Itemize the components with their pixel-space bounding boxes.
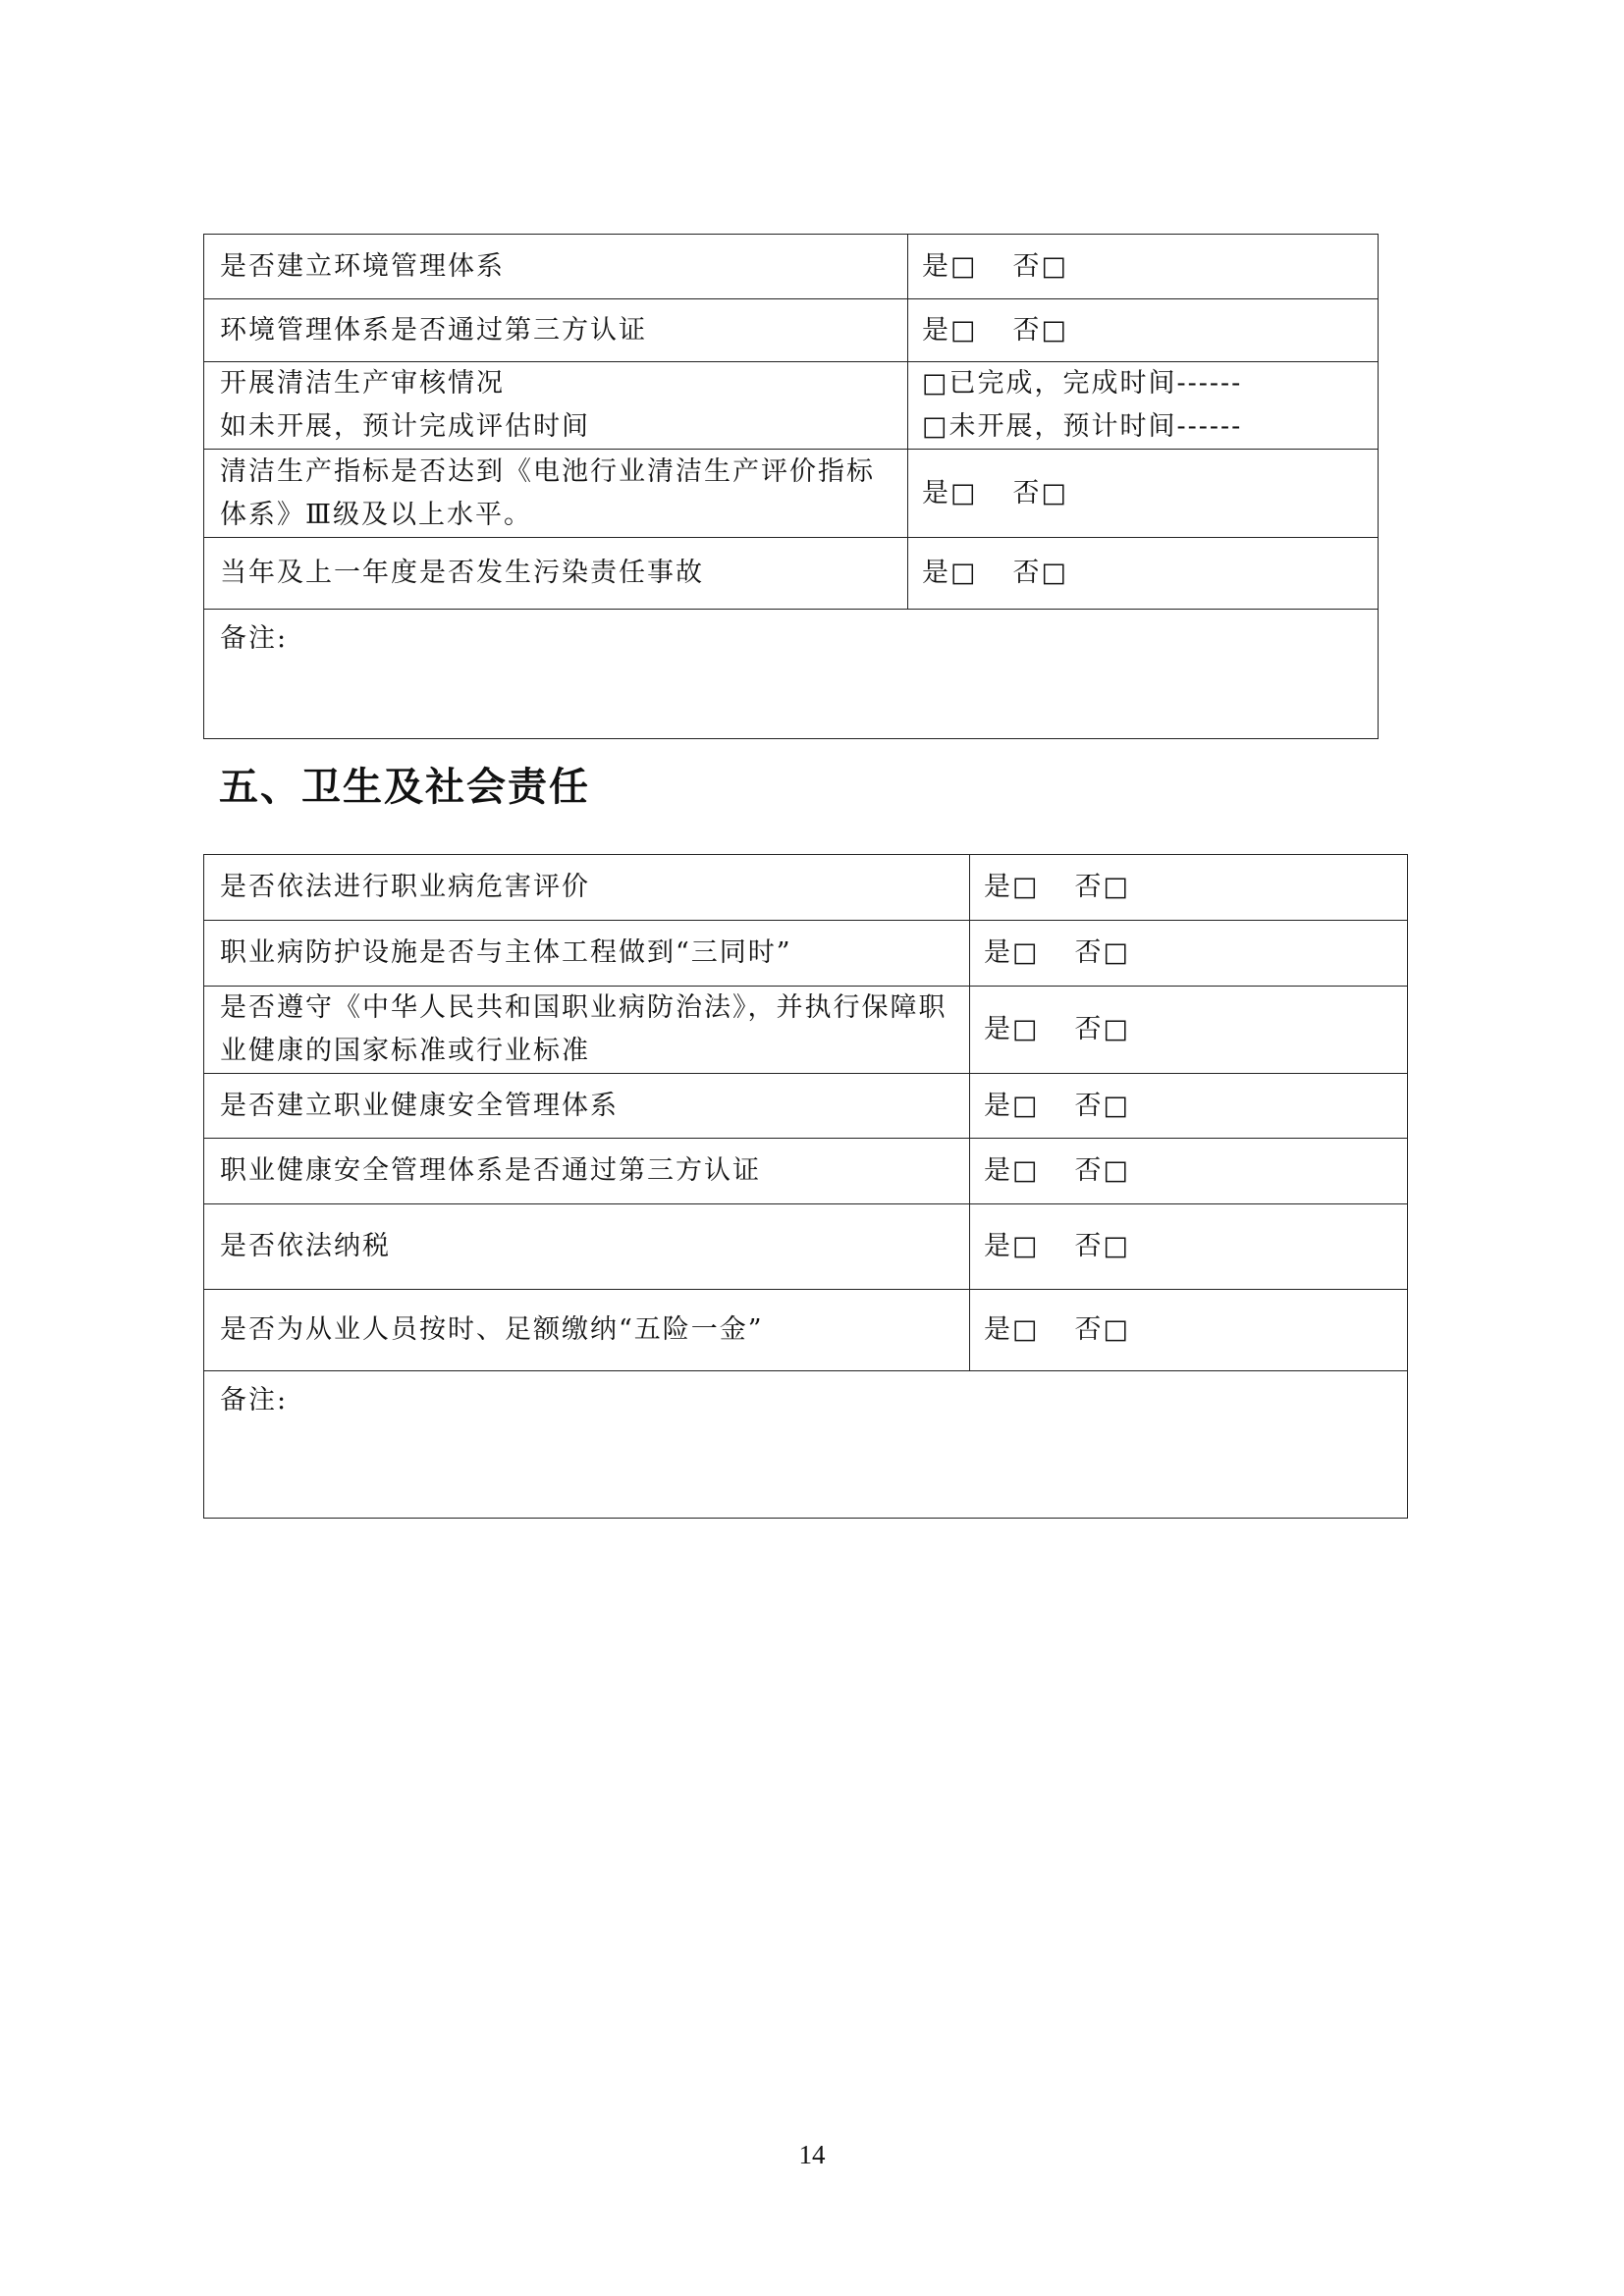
question-line: 如未开展，预计完成评估时间 xyxy=(220,411,590,442)
options-cell xyxy=(970,921,1408,987)
options-cell xyxy=(908,538,1379,610)
question-cell xyxy=(204,987,970,1074)
yes-checkbox[interactable]: 是□ xyxy=(984,1231,1040,1261)
question-line: 清洁生产指标是否达到《电池行业清洁生产评价指标 xyxy=(220,455,875,487)
table-row xyxy=(204,1139,1408,1204)
question-cell: 是否依法纳税 xyxy=(204,1204,970,1290)
no-checkbox[interactable]: 否□ xyxy=(1074,1231,1131,1261)
section-title: 五、卫生及社会责任 xyxy=(219,765,590,810)
options-cell xyxy=(970,1204,1408,1290)
page-number: 14 xyxy=(798,2140,826,2169)
options-cell xyxy=(970,987,1408,1074)
question-line: 业健康的国家标准或行业标准 xyxy=(220,1036,590,1066)
table-row xyxy=(204,855,1408,921)
table-row xyxy=(204,1074,1408,1139)
no-checkbox[interactable]: 否□ xyxy=(1074,1014,1131,1044)
yes-checkbox[interactable]: 是□ xyxy=(922,250,978,282)
options-cell xyxy=(908,235,1379,299)
completed-checkbox[interactable]: □已完成，完成时间------ xyxy=(922,368,1243,399)
options-cell xyxy=(970,1139,1408,1204)
no-checkbox[interactable]: 否□ xyxy=(1074,937,1131,968)
no-checkbox[interactable]: 否□ xyxy=(1012,314,1069,346)
yes-checkbox[interactable]: 是□ xyxy=(984,1090,1040,1121)
table-row xyxy=(204,1204,1408,1290)
question-cell xyxy=(204,362,908,450)
remark-row xyxy=(204,1371,1408,1519)
table-row xyxy=(204,1290,1408,1371)
question-cell: 是否建立环境管理体系 xyxy=(204,235,908,299)
remark-field[interactable] xyxy=(204,1371,1408,1519)
no-checkbox[interactable]: 否□ xyxy=(1012,558,1069,588)
no-checkbox[interactable]: 否□ xyxy=(1012,477,1069,508)
yes-checkbox[interactable]: 是□ xyxy=(984,937,1040,968)
question-cell: 职业病防护设施是否与主体工程做到“三同时” xyxy=(204,921,970,987)
options-cell xyxy=(908,299,1379,362)
yes-checkbox[interactable]: 是□ xyxy=(922,477,978,508)
question-cell: 当年及上一年度是否发生污染责任事故 xyxy=(204,538,908,610)
question-line: 是否遵守《中华人民共和国职业病防治法》，并执行保障职 xyxy=(220,992,947,1023)
table-row xyxy=(204,987,1408,1074)
table-row xyxy=(204,921,1408,987)
environment-management-table xyxy=(203,234,1379,739)
question-cell: 职业健康安全管理体系是否通过第三方认证 xyxy=(204,1139,970,1204)
table-row xyxy=(204,235,1379,299)
remark-label: 备注: xyxy=(220,623,289,654)
yes-checkbox[interactable]: 是□ xyxy=(984,1314,1040,1345)
options-cell xyxy=(908,450,1379,538)
no-checkbox[interactable]: 否□ xyxy=(1074,1314,1131,1345)
no-checkbox[interactable]: 否□ xyxy=(1074,1090,1131,1121)
yes-checkbox[interactable]: 是□ xyxy=(984,872,1040,902)
not-started-checkbox[interactable]: □未开展，预计时间------ xyxy=(922,411,1243,442)
question-line: 开展清洁生产审核情况 xyxy=(220,368,505,399)
no-checkbox[interactable]: 否□ xyxy=(1074,1155,1131,1186)
table-row xyxy=(204,538,1379,610)
options-cell xyxy=(970,855,1408,921)
no-checkbox[interactable]: 否□ xyxy=(1012,250,1069,282)
question-line: 体系》Ⅲ级及以上水平。 xyxy=(220,499,533,530)
remark-row xyxy=(204,610,1379,739)
question-cell: 是否依法进行职业病危害评价 xyxy=(204,855,970,921)
yes-checkbox[interactable]: 是□ xyxy=(922,558,978,588)
yes-checkbox[interactable]: 是□ xyxy=(984,1155,1040,1186)
options-cell xyxy=(970,1290,1408,1371)
question-cell: 是否建立职业健康安全管理体系 xyxy=(204,1074,970,1139)
table-row xyxy=(204,362,1379,450)
health-social-responsibility-table xyxy=(203,854,1408,1519)
table-row xyxy=(204,450,1379,538)
question-cell xyxy=(204,450,908,538)
question-cell: 环境管理体系是否通过第三方认证 xyxy=(204,299,908,362)
table-row xyxy=(204,299,1379,362)
remark-field[interactable] xyxy=(204,610,1379,739)
yes-checkbox[interactable]: 是□ xyxy=(922,314,978,346)
no-checkbox[interactable]: 否□ xyxy=(1074,872,1131,902)
question-cell: 是否为从业人员按时、足额缴纳“五险一金” xyxy=(204,1290,970,1371)
yes-checkbox[interactable]: 是□ xyxy=(984,1014,1040,1044)
options-cell xyxy=(970,1074,1408,1139)
remark-label: 备注: xyxy=(220,1385,289,1415)
options-cell xyxy=(908,362,1379,450)
